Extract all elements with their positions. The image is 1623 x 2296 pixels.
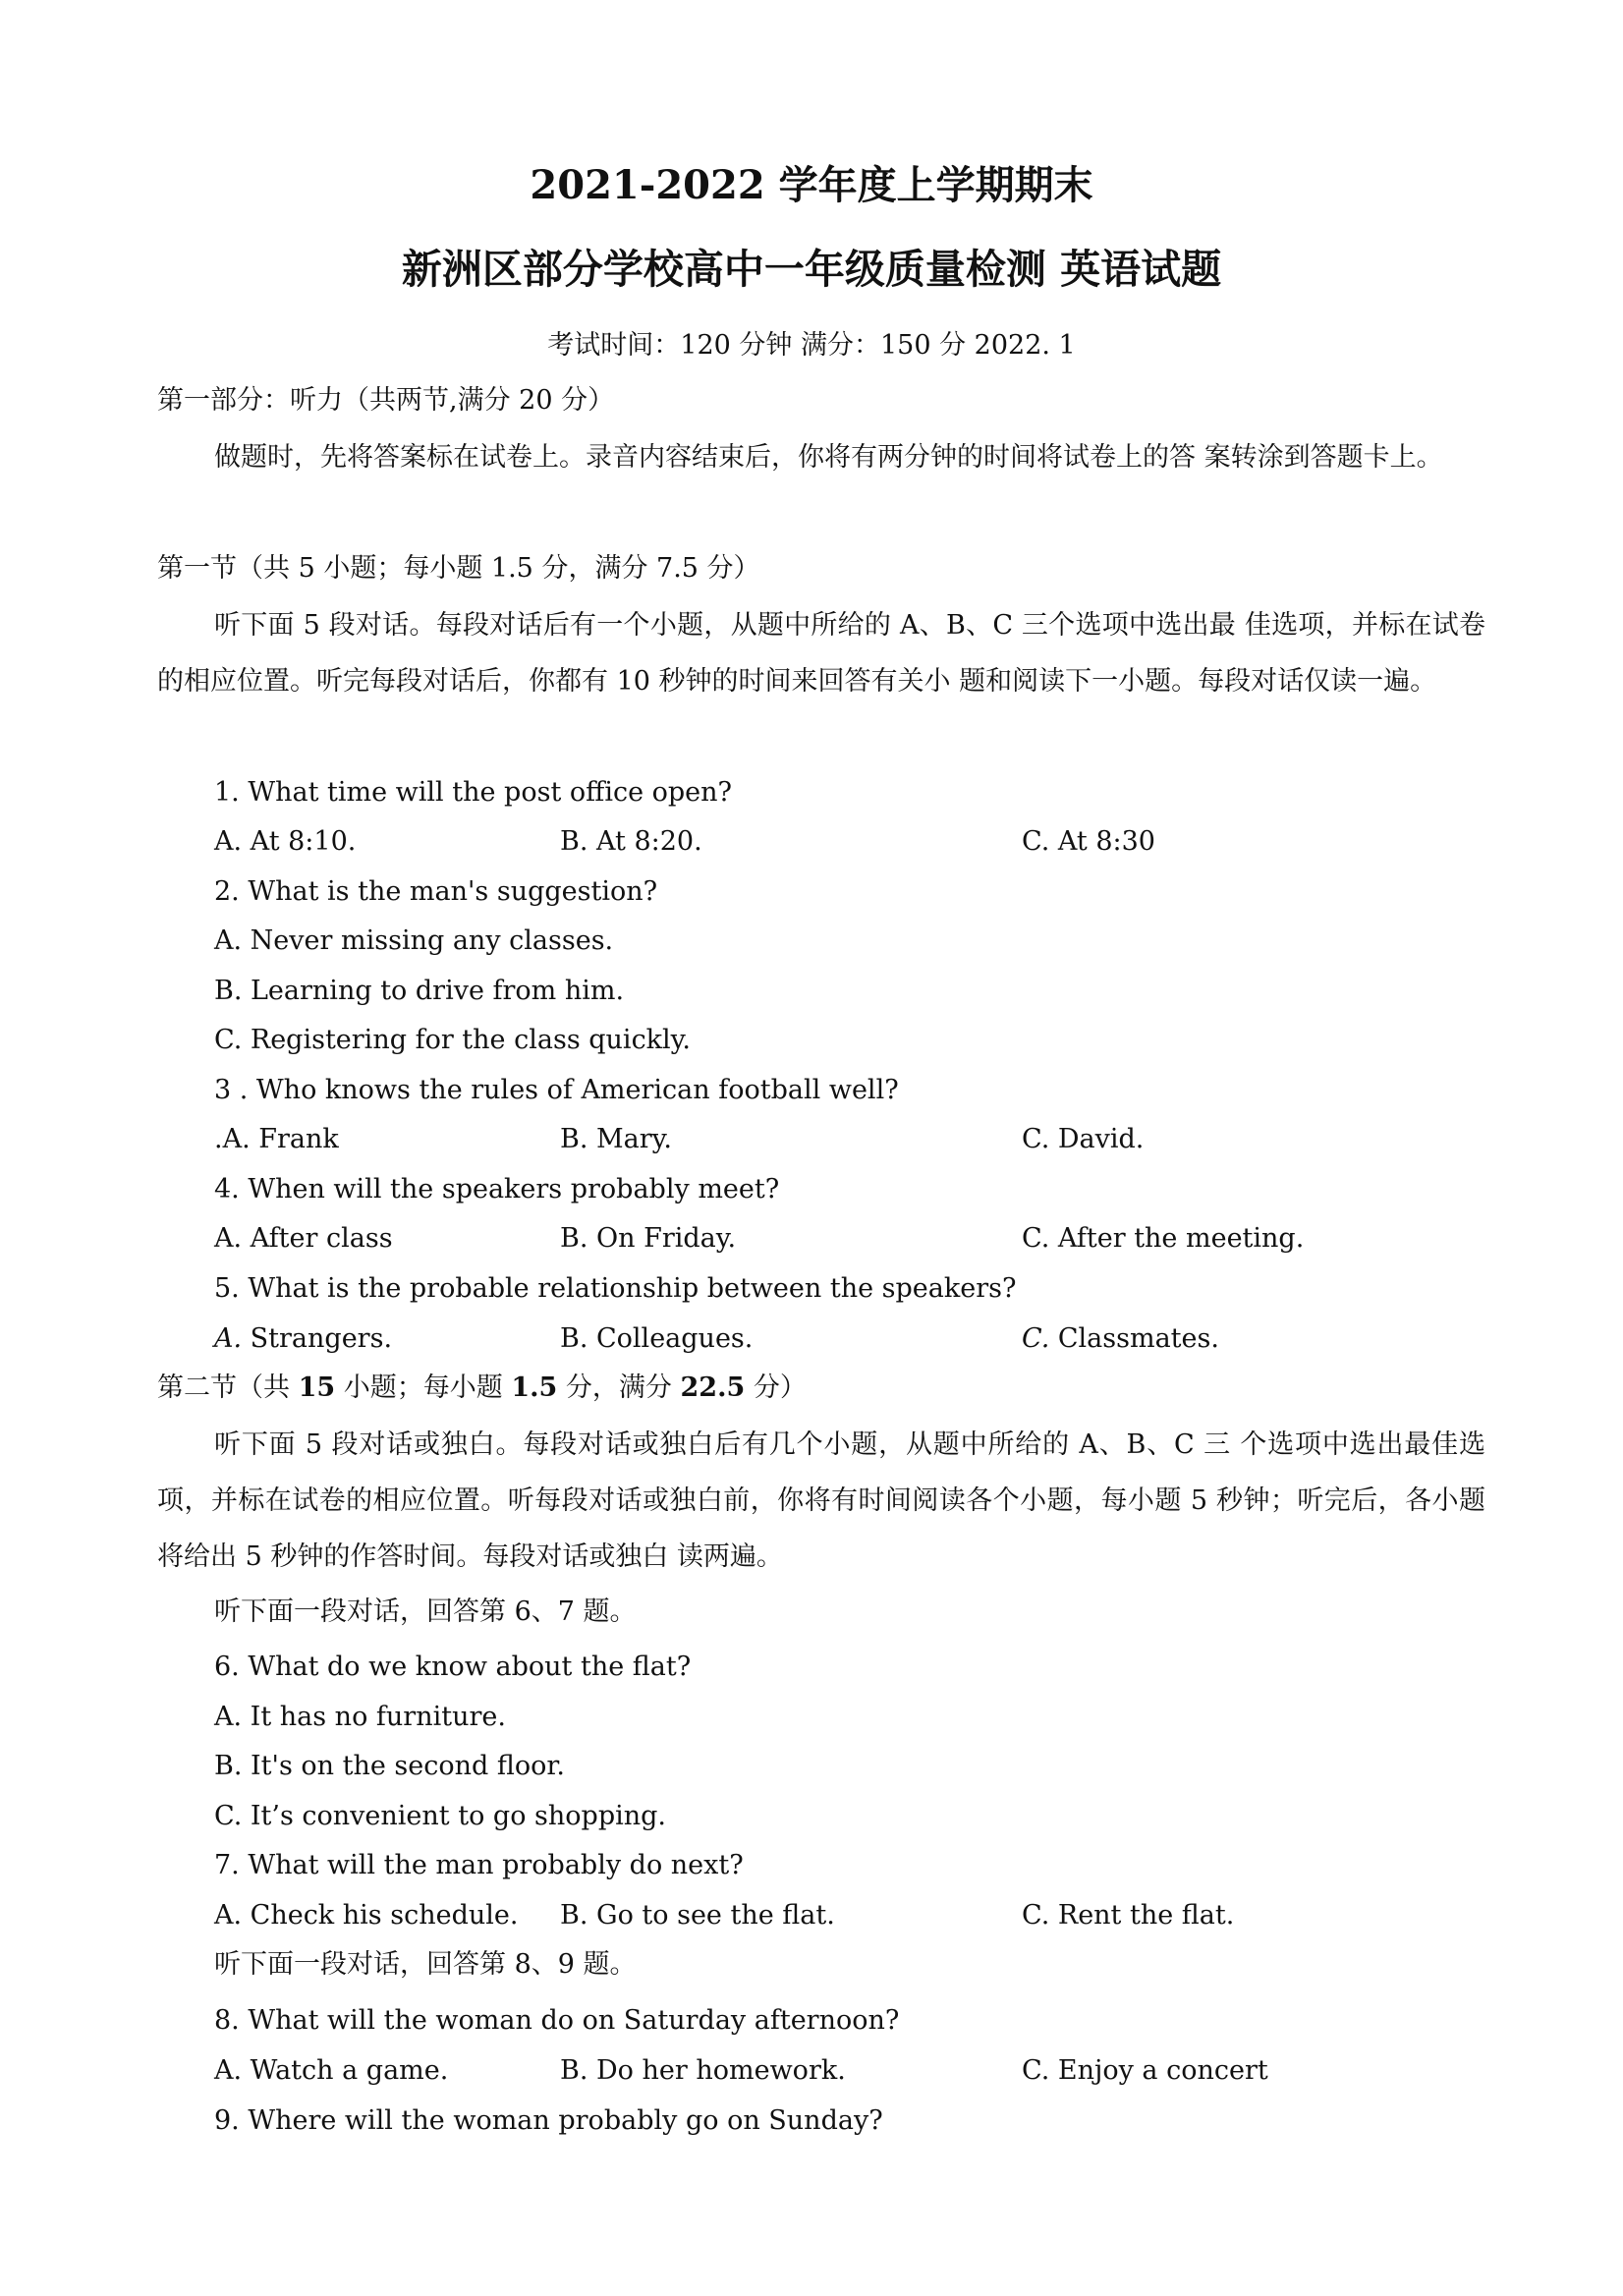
q2-option-b: B. Learning to drive from him. — [214, 976, 625, 1006]
question-1: 1. What time will the post office open? — [214, 777, 733, 808]
q2-option-a: A. Never missing any classes. — [214, 925, 614, 956]
section1-instructions: 听下面 5 段对话。每段对话后有一个小题，从题中所给的 A、B、C 三个选项中选出最 佳选项，并标在试卷的相应位置。听完每段对话后，你都有 10 秒钟的时间来回答有关小 题和阅读下一小题。每段对话仅读一遍。 — [157, 610, 1485, 697]
question-2: 2. What is the man's suggestion? — [214, 876, 658, 907]
section2-question-count: 15 — [298, 1372, 336, 1403]
dialog-8-9-instruction: 听下面一段对话，回答第 8、9 题。 — [214, 1949, 637, 1980]
q4-option-b: B. On Friday. — [560, 1223, 737, 1254]
q5-option-a-text: Strangers. — [242, 1323, 393, 1354]
q3-option-c: C. David. — [1022, 1124, 1145, 1154]
q8-option-a: A. Watch a game. — [214, 2055, 449, 2086]
q8-option-c: C. Enjoy a concert — [1022, 2055, 1268, 2086]
section2-total-points: 22.5 — [680, 1372, 746, 1403]
dialog-6-7-instruction: 听下面一段对话，回答第 6、7 题。 — [214, 1596, 637, 1627]
section2-heading — [157, 1370, 807, 1407]
question-9: 9. Where will the woman probably go on Sunday? — [214, 2105, 883, 2136]
q1-option-a: A. At 8:10. — [214, 826, 357, 857]
question-3: 3 . Who knows the rules of American football well? — [214, 1075, 899, 1105]
question-8: 8. What will the woman do on Saturday afternoon? — [214, 2005, 900, 2036]
exam-meta: 考试时间：120 分钟 满分：150 分 2022. 1 — [547, 330, 1076, 361]
q5-option-c-letter: C. — [1022, 1323, 1050, 1354]
q5-option-a-letter: A. — [214, 1323, 243, 1354]
section2-heading-pre: 第二节（共 — [157, 1372, 299, 1403]
question-5: 5. What is the probable relationship between the speakers? — [214, 1273, 1017, 1304]
q6-option-b: B. It's on the second floor. — [214, 1751, 565, 1781]
q5-option-a — [214, 1320, 392, 1358]
section2-instructions: 听下面 5 段对话或独白。每段对话或独白后有几个小题，从题中所给的 A、B、C 三 个选项中选出最佳选项，并标在试卷的相应位置。听每段对话或独白前，你将有时间阅读各个小题，每小题 5 秒钟；听完后，各小题将给出 5 秒钟的作答时间。每段对话或独白 读两遍。 — [157, 1429, 1485, 1572]
section2-points-each: 1.5 — [511, 1372, 558, 1403]
q5-option-c — [1022, 1320, 1219, 1358]
q3-option-a: .A. Frank — [214, 1124, 339, 1154]
q4-option-c: C. After the meeting. — [1022, 1223, 1305, 1254]
q6-option-c: C. It’s convenient to go shopping. — [214, 1801, 666, 1831]
q1-option-c: C. At 8:30 — [1022, 826, 1155, 857]
section2-heading-post: 分） — [745, 1372, 807, 1403]
q7-option-c: C. Rent the flat. — [1022, 1900, 1235, 1931]
section2-heading-mid1: 小题；每小题 — [335, 1372, 512, 1403]
q1-option-b: B. At 8:20. — [560, 826, 702, 857]
question-6: 6. What do we know about the flat? — [214, 1652, 692, 1682]
exam-title: 2021-2022 学年度上学期期末 — [530, 162, 1093, 208]
section2-heading-mid2: 分，满分 — [557, 1372, 681, 1403]
q3-option-b: B. Mary. — [560, 1124, 672, 1154]
q8-option-b: B. Do her homework. — [560, 2055, 846, 2086]
q6-option-a: A. It has no furniture. — [214, 1702, 506, 1732]
part1-instructions: 做题时，先将答案标在试卷上。录音内容结束后，你将有两分钟的时间将试卷上的答 案转涂到答题卡上。 — [214, 442, 1443, 473]
q4-option-a: A. After class — [214, 1223, 393, 1254]
q5-option-c-text: Classmates. — [1049, 1323, 1219, 1354]
exam-subtitle: 新洲区部分学校高中一年级质量检测 英语试题 — [401, 246, 1222, 293]
q5-option-b: B. Colleagues. — [560, 1323, 754, 1354]
question-7: 7. What will the man probably do next? — [214, 1850, 744, 1880]
q7-option-a: A. Check his schedule. — [214, 1900, 519, 1931]
q2-option-c: C. Registering for the class quickly. — [214, 1025, 691, 1055]
question-4: 4. When will the speakers probably meet? — [214, 1174, 780, 1204]
section1-heading: 第一节（共 5 小题；每小题 1.5 分，满分 7.5 分） — [157, 553, 760, 584]
part1-heading: 第一部分：听力（共两节,满分 20 分） — [157, 385, 615, 416]
q7-option-b: B. Go to see the flat. — [560, 1900, 835, 1931]
